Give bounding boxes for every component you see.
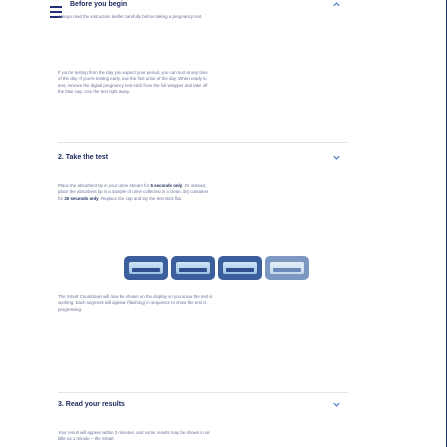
divider: [58, 392, 348, 393]
countdown-segment-4: [265, 256, 309, 280]
step-3-instructions: Your result will appear within 3 minutes, and some results may be shown in as little as 1 minute – the Smart: [58, 430, 210, 442]
step-read-results-header[interactable]: [58, 399, 348, 411]
countdown-segment-3: [218, 256, 262, 280]
content-page: [58, 0, 348, 447]
step-2-text-b: 5 seconds only: [150, 183, 183, 188]
step-2-instructions: [58, 183, 213, 202]
before-you-begin-row[interactable]: [58, 0, 348, 12]
step-2-title: 2. Take the test: [58, 154, 109, 161]
smart-countdown-strip: [124, 256, 309, 280]
chevron-down-icon[interactable]: [333, 401, 340, 408]
step-2-text-a: Place the absorbent tip in your urine stream for: [58, 183, 151, 188]
countdown-segment-1: [124, 256, 168, 280]
divider: [58, 142, 348, 143]
step-2-text-c: . Or instead, place the absorbent tip in a sample of urine collected in a clean, dry container for: [58, 183, 209, 201]
testing-instructions: If you're testing from the day you expect your period, you can test at any time of the day. If you're testing early, use the first urine of the day. When ready to test, remove the digital pregnancy test stick from the foil wrapper and take off the blue cap. Use the test right away.: [58, 70, 208, 95]
chevron-down-icon[interactable]: [333, 154, 340, 161]
countdown-segment-2: [171, 256, 215, 280]
step-take-the-test-header[interactable]: [58, 152, 348, 164]
intro-text: Always read the instruction leaflet carefully before taking a pregnancy test.: [58, 14, 203, 19]
smart-countdown-text: The Smart Countdown will now be shown on the display so you know the test is working. Each segment will appear (flashing) in sequence to show the test is progressing.: [58, 294, 213, 312]
step-2-text-d: 20 seconds only: [64, 195, 99, 201]
step-2-text-e: . Replace the cap and lay the test stick flat.: [98, 195, 182, 201]
chevron-up-icon[interactable]: [333, 1, 340, 8]
before-you-begin-title: Before you begin: [70, 1, 128, 8]
step-3-title: 3. Read your results: [58, 401, 125, 408]
